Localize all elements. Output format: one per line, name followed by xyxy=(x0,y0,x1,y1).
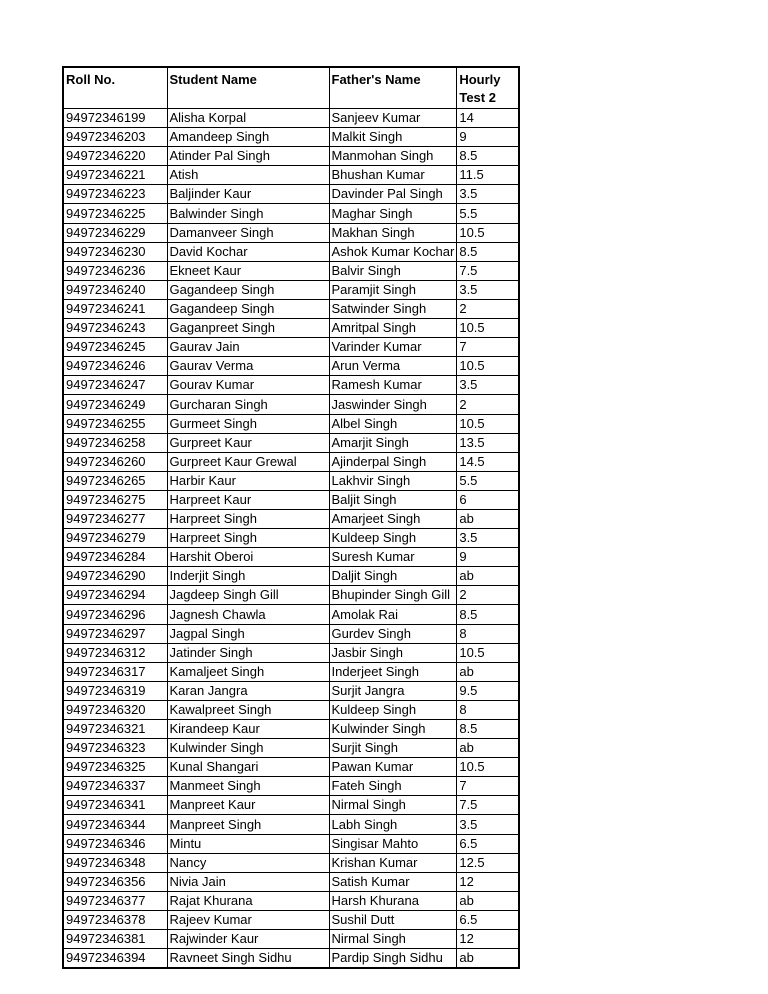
student-name-cell: Harshit Oberoi xyxy=(167,548,329,567)
test-score-cell: 12 xyxy=(457,872,519,891)
student-name-cell: Gurpreet Kaur xyxy=(167,433,329,452)
roll-no-cell: 94972346260 xyxy=(63,452,167,471)
test-score-cell: 3.5 xyxy=(457,529,519,548)
roll-no-cell: 94972346294 xyxy=(63,586,167,605)
table-row xyxy=(63,223,519,242)
student-name-cell: Harpreet Singh xyxy=(167,529,329,548)
table-row xyxy=(63,777,519,796)
table-body xyxy=(63,109,519,969)
fathers-name-cell: Balvir Singh xyxy=(329,261,457,280)
roll-no-cell: 94972346317 xyxy=(63,662,167,681)
test-score-cell: ab xyxy=(457,567,519,586)
fathers-name-cell: Bhushan Kumar xyxy=(329,166,457,185)
student-name-cell: Rajwinder Kaur xyxy=(167,930,329,949)
fathers-name-cell: Jasbir Singh xyxy=(329,643,457,662)
fathers-name-cell: Maghar Singh xyxy=(329,204,457,223)
roll-no-cell: 94972346275 xyxy=(63,490,167,509)
fathers-name-cell: Krishan Kumar xyxy=(329,853,457,872)
student-name-cell: Harpreet Singh xyxy=(167,509,329,528)
fathers-name-cell: Gurdev Singh xyxy=(329,624,457,643)
test-score-cell: ab xyxy=(457,739,519,758)
fathers-name-cell: Surjit Singh xyxy=(329,739,457,758)
table-row xyxy=(63,586,519,605)
roll-no-cell: 94972346241 xyxy=(63,299,167,318)
roll-no-cell: 94972346229 xyxy=(63,223,167,242)
table-row xyxy=(63,681,519,700)
fathers-name-cell: Jaswinder Singh xyxy=(329,395,457,414)
header-roll-no: Roll No. xyxy=(63,67,167,109)
roll-no-cell: 94972346255 xyxy=(63,414,167,433)
roll-no-cell: 94972346230 xyxy=(63,242,167,261)
test-score-cell: 12.5 xyxy=(457,853,519,872)
fathers-name-cell: Nirmal Singh xyxy=(329,930,457,949)
student-name-cell: Jagdeep Singh Gill xyxy=(167,586,329,605)
roll-no-cell: 94972346341 xyxy=(63,796,167,815)
fathers-name-cell: Ashok Kumar Kochar xyxy=(329,242,457,261)
student-name-cell: Manmeet Singh xyxy=(167,777,329,796)
roll-no-cell: 94972346240 xyxy=(63,280,167,299)
test-score-cell: 9.5 xyxy=(457,681,519,700)
roll-no-cell: 94972346220 xyxy=(63,147,167,166)
table-row xyxy=(63,834,519,853)
fathers-name-cell: Singisar Mahto xyxy=(329,834,457,853)
roll-no-cell: 94972346344 xyxy=(63,815,167,834)
test-score-cell: 6.5 xyxy=(457,834,519,853)
table-row xyxy=(63,147,519,166)
fathers-name-cell: Makhan Singh xyxy=(329,223,457,242)
table-row xyxy=(63,509,519,528)
test-score-cell: 9 xyxy=(457,128,519,147)
test-score-cell: 14.5 xyxy=(457,452,519,471)
fathers-name-cell: Bhupinder Singh Gill xyxy=(329,586,457,605)
test-score-cell: 3.5 xyxy=(457,185,519,204)
roll-no-cell: 94972346223 xyxy=(63,185,167,204)
student-name-cell: Manpreet Kaur xyxy=(167,796,329,815)
fathers-name-cell: Ramesh Kumar xyxy=(329,376,457,395)
table-row xyxy=(63,395,519,414)
student-name-cell: Harbir Kaur xyxy=(167,471,329,490)
student-name-cell: Balwinder Singh xyxy=(167,204,329,223)
student-name-cell: Gaurav Jain xyxy=(167,338,329,357)
roll-no-cell: 94972346297 xyxy=(63,624,167,643)
table-row xyxy=(63,204,519,223)
header-fathers-name: Father's Name xyxy=(329,67,457,109)
student-name-cell: Gurcharan Singh xyxy=(167,395,329,414)
fathers-name-cell: Harsh Khurana xyxy=(329,891,457,910)
fathers-name-cell: Varinder Kumar xyxy=(329,338,457,357)
fathers-name-cell: Malkit Singh xyxy=(329,128,457,147)
test-score-cell: 10.5 xyxy=(457,643,519,662)
test-score-cell: 7.5 xyxy=(457,796,519,815)
fathers-name-cell: Fateh Singh xyxy=(329,777,457,796)
test-score-cell: 11.5 xyxy=(457,166,519,185)
fathers-name-cell: Lakhvir Singh xyxy=(329,471,457,490)
roll-no-cell: 94972346348 xyxy=(63,853,167,872)
table-row xyxy=(63,280,519,299)
roll-no-cell: 94972346225 xyxy=(63,204,167,223)
test-score-cell: 5.5 xyxy=(457,204,519,223)
table-row xyxy=(63,471,519,490)
roll-no-cell: 94972346236 xyxy=(63,261,167,280)
test-score-cell: ab xyxy=(457,509,519,528)
roll-no-cell: 94972346203 xyxy=(63,128,167,147)
roll-no-cell: 94972346246 xyxy=(63,357,167,376)
fathers-name-cell: Davinder Pal Singh xyxy=(329,185,457,204)
table-row xyxy=(63,376,519,395)
test-score-cell: 2 xyxy=(457,586,519,605)
test-score-cell: ab xyxy=(457,949,519,969)
student-name-cell: Baljinder Kaur xyxy=(167,185,329,204)
table-row xyxy=(63,567,519,586)
table-row xyxy=(63,529,519,548)
table-row xyxy=(63,891,519,910)
fathers-name-cell: Paramjit Singh xyxy=(329,280,457,299)
student-name-cell: Damanveer Singh xyxy=(167,223,329,242)
student-name-cell: David Kochar xyxy=(167,242,329,261)
fathers-name-cell: Sanjeev Kumar xyxy=(329,109,457,128)
student-name-cell: Gagandeep Singh xyxy=(167,299,329,318)
table-row xyxy=(63,185,519,204)
test-score-cell: 8.5 xyxy=(457,720,519,739)
table-row xyxy=(63,605,519,624)
fathers-name-cell: Labh Singh xyxy=(329,815,457,834)
table-row xyxy=(63,624,519,643)
roll-no-cell: 94972346346 xyxy=(63,834,167,853)
test-score-cell: 6.5 xyxy=(457,910,519,929)
roll-no-cell: 94972346356 xyxy=(63,872,167,891)
header-student-name: Student Name xyxy=(167,67,329,109)
student-name-cell: Jatinder Singh xyxy=(167,643,329,662)
student-name-cell: Kulwinder Singh xyxy=(167,739,329,758)
roll-no-cell: 94972346290 xyxy=(63,567,167,586)
fathers-name-cell: Arun Verma xyxy=(329,357,457,376)
fathers-name-cell: Baljit Singh xyxy=(329,490,457,509)
table-row xyxy=(63,910,519,929)
table-row xyxy=(63,758,519,777)
table-row xyxy=(63,548,519,567)
fathers-name-cell: Satish Kumar xyxy=(329,872,457,891)
roll-no-cell: 94972346265 xyxy=(63,471,167,490)
student-name-cell: Nivia Jain xyxy=(167,872,329,891)
test-score-cell: 3.5 xyxy=(457,376,519,395)
table-row xyxy=(63,490,519,509)
roll-no-cell: 94972346312 xyxy=(63,643,167,662)
student-name-cell: Kirandeep Kaur xyxy=(167,720,329,739)
student-name-cell: Atinder Pal Singh xyxy=(167,147,329,166)
fathers-name-cell: Sushil Dutt xyxy=(329,910,457,929)
fathers-name-cell: Manmohan Singh xyxy=(329,147,457,166)
roll-no-cell: 94972346249 xyxy=(63,395,167,414)
fathers-name-cell: Amritpal Singh xyxy=(329,319,457,338)
table-row xyxy=(63,299,519,318)
test-score-cell: 8.5 xyxy=(457,242,519,261)
fathers-name-cell: Suresh Kumar xyxy=(329,548,457,567)
student-name-cell: Alisha Korpal xyxy=(167,109,329,128)
table-row xyxy=(63,853,519,872)
test-score-cell: 8 xyxy=(457,624,519,643)
student-name-cell: Harpreet Kaur xyxy=(167,490,329,509)
fathers-name-cell: Amolak Rai xyxy=(329,605,457,624)
fathers-name-cell: Kuldeep Singh xyxy=(329,700,457,719)
student-name-cell: Gurpreet Kaur Grewal xyxy=(167,452,329,471)
table-row xyxy=(63,166,519,185)
header-hourly-test-2: Hourly Test 2 xyxy=(457,67,519,109)
test-score-cell: 2 xyxy=(457,395,519,414)
fathers-name-cell: Pawan Kumar xyxy=(329,758,457,777)
student-name-cell: Ekneet Kaur xyxy=(167,261,329,280)
roll-no-cell: 94972346243 xyxy=(63,319,167,338)
fathers-name-cell: Kuldeep Singh xyxy=(329,529,457,548)
student-name-cell: Mintu xyxy=(167,834,329,853)
test-score-cell: 10.5 xyxy=(457,319,519,338)
test-score-cell: 3.5 xyxy=(457,280,519,299)
table-row xyxy=(63,930,519,949)
roll-no-cell: 94972346321 xyxy=(63,720,167,739)
test-score-cell: 7 xyxy=(457,777,519,796)
table-row xyxy=(63,242,519,261)
student-name-cell: Gourav Kumar xyxy=(167,376,329,395)
roll-no-cell: 94972346337 xyxy=(63,777,167,796)
roll-no-cell: 94972346377 xyxy=(63,891,167,910)
student-name-cell: Karan Jangra xyxy=(167,681,329,700)
fathers-name-cell: Amarjeet Singh xyxy=(329,509,457,528)
student-name-cell: Rajat Khurana xyxy=(167,891,329,910)
student-name-cell: Nancy xyxy=(167,853,329,872)
roll-no-cell: 94972346325 xyxy=(63,758,167,777)
fathers-name-cell: Amarjit Singh xyxy=(329,433,457,452)
student-name-cell: Amandeep Singh xyxy=(167,128,329,147)
test-score-cell: 7.5 xyxy=(457,261,519,280)
roll-no-cell: 94972346199 xyxy=(63,109,167,128)
table-row xyxy=(63,662,519,681)
table-row xyxy=(63,949,519,969)
test-score-cell: 3.5 xyxy=(457,815,519,834)
test-score-cell: 6 xyxy=(457,490,519,509)
test-score-cell: 2 xyxy=(457,299,519,318)
fathers-name-cell: Nirmal Singh xyxy=(329,796,457,815)
test-score-cell: 5.5 xyxy=(457,471,519,490)
table-row xyxy=(63,357,519,376)
fathers-name-cell: Pardip Singh Sidhu xyxy=(329,949,457,969)
test-score-cell: 9 xyxy=(457,548,519,567)
table-row xyxy=(63,700,519,719)
roll-no-cell: 94972346279 xyxy=(63,529,167,548)
roll-no-cell: 94972346258 xyxy=(63,433,167,452)
roll-no-cell: 94972346277 xyxy=(63,509,167,528)
table-row xyxy=(63,739,519,758)
student-name-cell: Kamaljeet Singh xyxy=(167,662,329,681)
table-row xyxy=(63,109,519,128)
test-score-cell: 8.5 xyxy=(457,147,519,166)
fathers-name-cell: Albel Singh xyxy=(329,414,457,433)
roll-no-cell: 94972346296 xyxy=(63,605,167,624)
roll-no-cell: 94972346381 xyxy=(63,930,167,949)
table-row xyxy=(63,319,519,338)
student-name-cell: Gagandeep Singh xyxy=(167,280,329,299)
roll-no-cell: 94972346247 xyxy=(63,376,167,395)
test-score-cell: ab xyxy=(457,662,519,681)
student-name-cell: Jagpal Singh xyxy=(167,624,329,643)
roll-no-cell: 94972346320 xyxy=(63,700,167,719)
fathers-name-cell: Kulwinder Singh xyxy=(329,720,457,739)
test-score-cell: 10.5 xyxy=(457,758,519,777)
student-name-cell: Gurmeet Singh xyxy=(167,414,329,433)
test-score-cell: 8.5 xyxy=(457,605,519,624)
roll-no-cell: 94972346394 xyxy=(63,949,167,969)
test-score-cell: 10.5 xyxy=(457,223,519,242)
test-score-cell: 10.5 xyxy=(457,414,519,433)
fathers-name-cell: Satwinder Singh xyxy=(329,299,457,318)
student-name-cell: Kawalpreet Singh xyxy=(167,700,329,719)
student-name-cell: Manpreet Singh xyxy=(167,815,329,834)
student-name-cell: Rajeev Kumar xyxy=(167,910,329,929)
student-marks-table xyxy=(62,66,520,969)
table-row xyxy=(63,872,519,891)
roll-no-cell: 94972346319 xyxy=(63,681,167,700)
student-name-cell: Inderjit Singh xyxy=(167,567,329,586)
table-row xyxy=(63,815,519,834)
table-row xyxy=(63,452,519,471)
table-row xyxy=(63,720,519,739)
header-row xyxy=(63,67,519,109)
fathers-name-cell: Inderjeet Singh xyxy=(329,662,457,681)
roll-no-cell: 94972346245 xyxy=(63,338,167,357)
test-score-cell: 10.5 xyxy=(457,357,519,376)
table-row xyxy=(63,643,519,662)
test-score-cell: 14 xyxy=(457,109,519,128)
student-name-cell: Jagnesh Chawla xyxy=(167,605,329,624)
table-row xyxy=(63,433,519,452)
roll-no-cell: 94972346378 xyxy=(63,910,167,929)
roll-no-cell: 94972346284 xyxy=(63,548,167,567)
table-row xyxy=(63,796,519,815)
test-score-cell: ab xyxy=(457,891,519,910)
fathers-name-cell: Surjit Jangra xyxy=(329,681,457,700)
roll-no-cell: 94972346221 xyxy=(63,166,167,185)
table-row xyxy=(63,261,519,280)
roll-no-cell: 94972346323 xyxy=(63,739,167,758)
test-score-cell: 12 xyxy=(457,930,519,949)
fathers-name-cell: Daljit Singh xyxy=(329,567,457,586)
student-name-cell: Kunal Shangari xyxy=(167,758,329,777)
student-name-cell: Gaurav Verma xyxy=(167,357,329,376)
table-row xyxy=(63,414,519,433)
table-row xyxy=(63,128,519,147)
test-score-cell: 13.5 xyxy=(457,433,519,452)
table-row xyxy=(63,338,519,357)
student-name-cell: Ravneet Singh Sidhu xyxy=(167,949,329,969)
fathers-name-cell: Ajinderpal Singh xyxy=(329,452,457,471)
student-name-cell: Atish xyxy=(167,166,329,185)
test-score-cell: 8 xyxy=(457,700,519,719)
test-score-cell: 7 xyxy=(457,338,519,357)
student-name-cell: Gaganpreet Singh xyxy=(167,319,329,338)
